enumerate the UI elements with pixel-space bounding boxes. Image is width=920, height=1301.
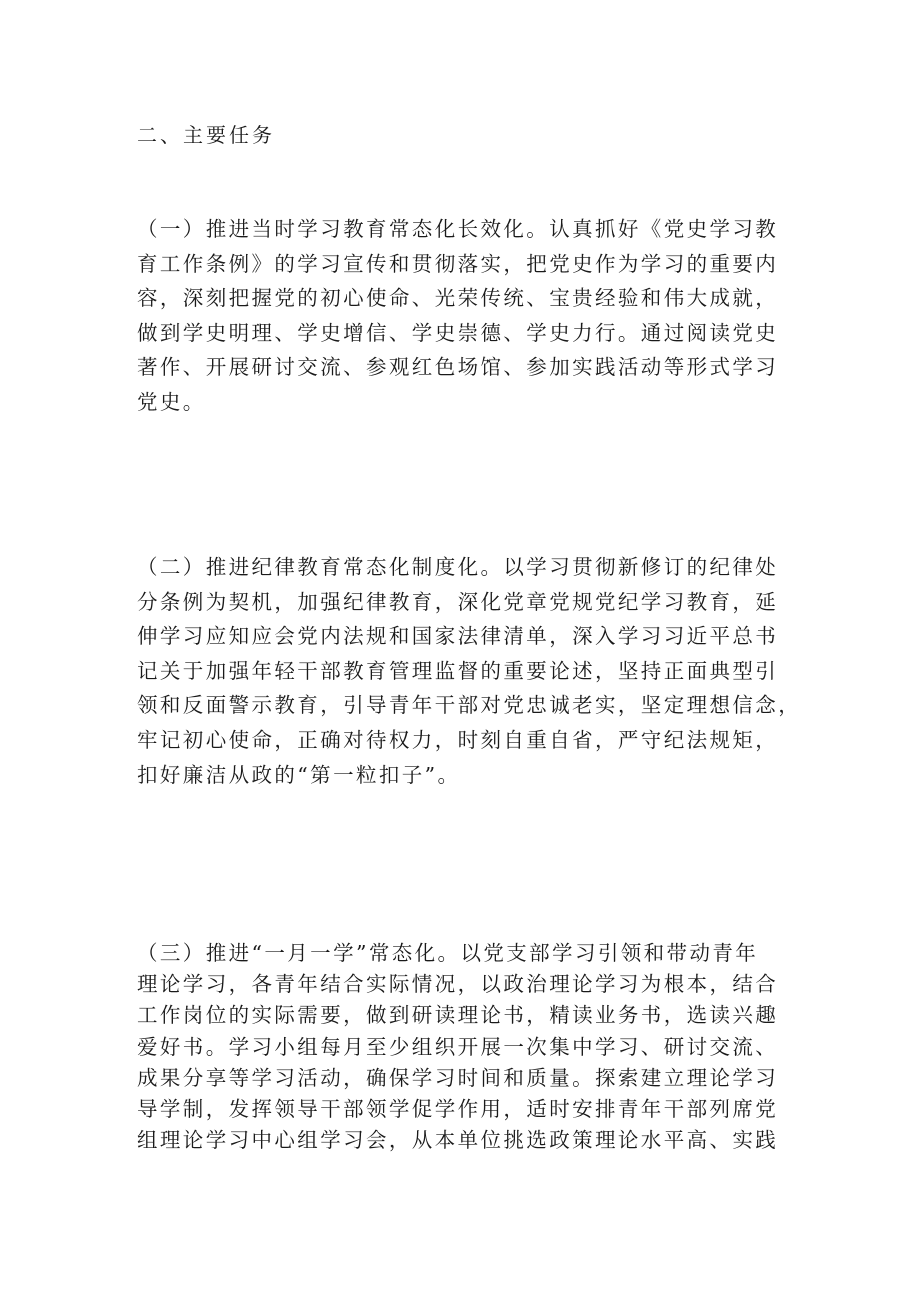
- paragraph-line: 牢记初心使命，正确对待权力，时刻自重自省，严守纪法规矩，: [137, 727, 779, 752]
- paragraph-line: 党史。: [137, 389, 206, 414]
- paragraph-line: 理论学习，各青年结合实际情况，以政治理论学习为根本，结合: [137, 972, 779, 997]
- paragraph-line: 做到学史明理、学史增信、学史崇德、学史力行。通过阅读党史: [137, 320, 779, 345]
- paragraph-line: 成果分享等学习活动，确保学习时间和质量。探索建立理论学习: [137, 1065, 779, 1090]
- paragraph-line: （三）推进“一月一学”常态化。以党支部学习引领和带动青年: [137, 941, 759, 965]
- paragraph-line: 著作、开展研讨交流、参观红色场馆、参加实践活动等形式学习: [137, 355, 779, 380]
- paragraph-line: 组理论学习中心组学习会，从本单位挑选政策理论水平高、实践: [137, 1128, 779, 1153]
- paragraph-line: 容，深刻把握党的初心使命、光荣传统、宝贵经验和伟大成就，: [137, 286, 779, 311]
- paragraph-line: 伸学习应知应会党内法规和国家法律清单，深入学习习近平总书: [137, 624, 779, 649]
- paragraph-3: [137, 938, 793, 1156]
- paragraph-line: （一）推进当时学习教育常态化长效化。认真抓好《党史学习教: [137, 217, 779, 241]
- section-heading: 二、主要任务: [137, 123, 275, 147]
- paragraph-line: 工作岗位的实际需要，做到研读理论书，精读业务书，选读兴趣: [137, 1003, 779, 1028]
- paragraph-line: （二）推进纪律教育常态化制度化。以学习贯彻新修订的纪律处: [137, 555, 779, 579]
- paragraph-line: 领和反面警示教育，引导青年干部对党忠诚老实，坚定理想信念，: [137, 693, 802, 718]
- paragraph-1: [137, 212, 793, 420]
- paragraph-line: 爱好书。学习小组每月至少组织开展一次集中学习、研讨交流、: [137, 1034, 779, 1059]
- paragraph-line: 分条例为契机，加强纪律教育，深化党章党规党纪学习教育，延: [137, 589, 779, 614]
- paragraph-line: 记关于加强年轻干部教育管理监督的重要论述，坚持正面典型引: [137, 658, 779, 683]
- paragraph-line: 导学制，发挥领导干部领学促学作用，适时安排青年干部列席党: [137, 1096, 779, 1121]
- paragraph-2: [137, 550, 802, 792]
- paragraph-line: 育工作条例》的学习宣传和贯彻落实，把党史作为学习的重要内: [137, 251, 779, 276]
- paragraph-line: 扣好廉洁从政的“第一粒扣子”。: [137, 762, 461, 787]
